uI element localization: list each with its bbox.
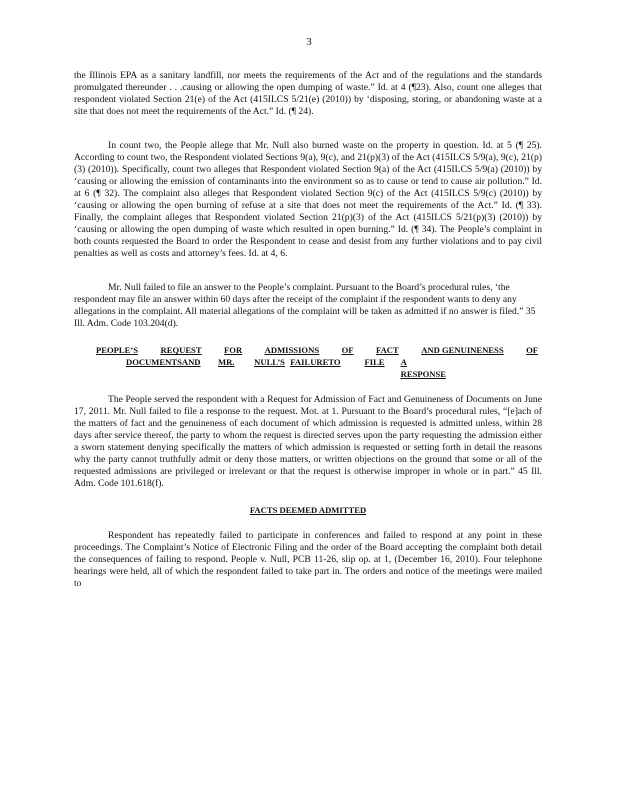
heading-word: FOR <box>224 345 243 355</box>
paragraph-facts-deemed-admitted: Respondent has repeatedly failed to participate in conferences and failed to respond at any point in these proceedings. The Complaint’s Notice of Electronic Filing and the order of the Board accepting the complaint both detail the consequences of failing to respond. People v. Null, PCB 11-26, slip op. at 1, (December 16, 2010). Four telephone hearings were held, all of which the respondent failed to take part in. The orders and notice of the meetings were mailed to <box>74 530 542 589</box>
heading-word: ADMISSIONS <box>264 345 320 355</box>
heading-word: PEOPLE’S <box>96 345 139 355</box>
heading-word: TO <box>328 357 341 367</box>
page-number: 3 <box>306 36 312 48</box>
heading-word: OF <box>526 345 538 355</box>
paragraph-failure-to-answer: Mr. Null failed to file an answer to the People’s complaint. Pursuant to the Board’s procedural rules, ‘the respondent may file an answer within 60 days after the receipt of the complaint if the respondent wants to deny any allegations in the complaint. All material allegations of the complaint will be taken as admitted if no answer is filed.” 35 Ill. Adm. Code 103.204(d). <box>74 282 536 329</box>
heading-word: DOCUMENTS <box>126 357 182 367</box>
heading-word: AND <box>181 357 201 367</box>
heading-peoples-request-for-admissions <box>74 344 542 380</box>
heading-word: NULL’S <box>254 357 285 367</box>
heading-word: OF <box>341 345 354 355</box>
paragraph-count-two: In count two, the People allege that Mr. Null also burned waste on the property in question. Id. at 5 (¶ 25). According to count two, the Respondent violated Sections 9(a), 9(c), and 21(p)(3) of the Act (415ILCS 5/9(a), 9(c), 21(p)(3) (2010)). Specifically, count two alleges that Respondent violated Section 9(a) of the Act (415ILCS 5/9(a) (2010)) by ‘causing or allowing the emission of contaminants into the environment so as to cause or tend to cause air pollution.” Id. at 6 (¶ 32). The complaint also alleges that Respondent violated Section 9(c) of the Act (415ILCS 5/9(c) (2010)) by ‘causing or allowing the open burning of refuse at a site that does not meet the requirements of the Act.” Id. (¶ 33). Finally, the complaint alleges that Respondent violated Section 21(p)(3) of the Act (415ILCS 5/21(p)(3) (2010)) by ‘causing or allowing the open dumping of waste which resulted in open burning.” Id. (¶ 34). The People’s complaint in both counts requested the Board to order the Respondent to cease and desist from any further violations and to pay civil penalties as well as costs and attorney’s fees. Id. at 4, 6. <box>74 140 542 259</box>
document-body <box>74 70 542 590</box>
heading-word: A RESPONSE <box>400 357 446 379</box>
heading-word: FAILURE <box>290 357 329 367</box>
heading-line-one <box>96 344 538 356</box>
heading-word: AND GENUINENESS <box>421 345 504 355</box>
heading-line-two <box>126 356 446 380</box>
paragraph-request-for-admission: The People served the respondent with a Request for Admission of Fact and Genuineness of Documents on June 17, 2011. Mr. Null failed to file a response to the request. Mot. at 1. Pursuant to the Board’s procedural rules, “[e]ach of the matters of fact and the genuineness of each document of which admission is requested is admitted unless, within 28 days after service thereof, the party to whom the request is directed serves upon the party requesting the admission either a sworn statement denying specifically the matters of which admission is requested or setting forth in detail the reasons why the party cannot truthfully admit or deny those matters, or written objections on the ground that some or all of the requested admissions are privileged or irrelevant or that the request is otherwise improper in whole or in part.” 45 Ill. Adm. Code 101.618(f). <box>74 394 542 489</box>
heading-word: FACT <box>375 345 399 355</box>
paragraph-count-one-continued: the Illinois EPA as a sanitary landfill, nor meets the requirements of the Act and of the regulations and the standards promulgated thereunder . . .causing or allowing the open dumping of waste.” Id. at 4 (¶23). Also, count one alleges that respondent violated Section 21(e) of the Act (415ILCS 5/21(e) (2010)) by ‘disposing, storing, or abandoning waste at a site that does not meet the requirements of the Act.” Id. (¶ 24). <box>74 70 542 117</box>
heading-word: MR. <box>218 357 235 367</box>
heading-word: FILE <box>364 357 385 367</box>
heading-facts-deemed-admitted: FACTS DEEMED ADMITTED <box>249 505 367 515</box>
heading-word: REQUEST <box>160 345 202 355</box>
